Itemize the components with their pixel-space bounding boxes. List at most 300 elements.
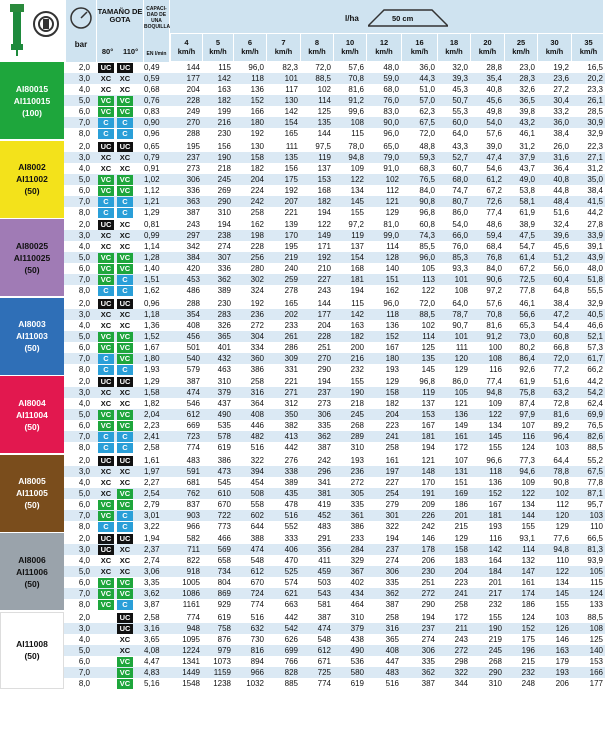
drop-size-80: XC [100,320,112,330]
lha-cell: 312 [284,399,298,408]
lha-cell: 110 [590,521,603,531]
lha-cell: 178 [421,545,435,554]
lha-cell: 68,3 [419,163,435,173]
pressure-cell: 5,0 [78,567,90,576]
lha-cell: 114 [318,96,331,105]
lha-cell: 437 [217,399,231,408]
lha-cell: 102 [555,488,569,498]
lha-cell: 77,8 [587,477,603,487]
lha-cell: 384 [186,253,200,262]
pressure-cell: 4,0 [78,85,90,94]
nozzle-group [0,533,605,610]
lha-cell: 215 [454,521,468,531]
lha-cell: 453 [186,275,200,284]
lha-cell: 194 [421,612,435,622]
lha-cell: 94,8 [553,545,569,554]
lha-cell: 80,2 [519,342,535,352]
lha-cell: 202 [284,309,298,319]
capacity-cell: 3,65 [144,634,160,644]
drop-size-80: XC [100,567,112,576]
lha-cell: 156 [217,141,231,151]
table-row [64,431,605,442]
table-row [64,577,605,588]
speed-value: 16 [415,38,424,47]
lha-cell: 816 [250,645,264,655]
nozzle-label [0,141,64,218]
lha-cell: 77,2 [553,364,569,374]
nozzle-label [0,455,64,532]
lha-cell: 207 [284,196,298,206]
lha-cell: 60,7 [452,163,468,173]
lha-cell: 119 [422,388,435,397]
lha-cell: 438 [350,634,364,644]
pressure-cell: 4,0 [78,242,90,251]
lha-cell: 249 [186,107,200,116]
drop-size-110: C [117,432,133,442]
speed-unit: km/h [177,47,196,56]
lha-cell: 387 [186,377,200,386]
lha-cell: 54,6 [486,163,502,173]
lha-cell: 90,8 [553,477,569,487]
lha-cell: 137 [317,163,331,173]
lha-cell: 122 [317,220,331,229]
lha-cell: 60,8 [553,331,569,341]
lha-cell: 190 [488,623,502,633]
lha-cell: 75,8 [519,388,535,397]
nozzle-label [0,376,64,453]
lha-cell: 310 [217,377,231,386]
table-row [64,521,605,532]
lha-cell: 306 [421,645,435,655]
lha-cell: 774 [250,600,264,609]
lha-cell: 186 [454,499,468,509]
pressure-cell: 6,0 [78,578,90,587]
pressure-cell: 6,0 [78,499,90,509]
lha-cell: 670 [217,499,231,509]
drop-size-110: C [117,511,133,521]
capacity-cell: 1,52 [144,331,160,341]
lha-cell: 115 [218,63,231,72]
pressure-cell: 2,0 [78,63,90,72]
lha-cell: 1449 [182,667,200,677]
lha-cell: 215 [521,656,535,666]
lha-cell: 408 [186,320,200,330]
table-row [64,274,605,285]
drop-size-110: C [117,365,133,375]
lha-cell: 70,8 [348,74,364,83]
lha-cell: 454 [250,477,264,487]
lha-cell: 284 [350,545,364,554]
nozzle-label-line: AI80015 [15,83,49,94]
lha-cell: 167 [421,421,435,430]
lha-cell: 77,6 [553,534,569,543]
lha-cell: 516 [250,612,264,622]
lha-cell: 296 [317,466,331,476]
drop-size-80: XC [100,488,112,498]
drop-size-110: C [117,522,133,532]
pressure-cell: 5,0 [78,488,90,498]
lha-cell: 134 [488,421,502,430]
lha-cell: 245 [488,645,502,655]
lha-cell: 90,7 [452,320,468,330]
lha-cell: 168 [317,185,331,195]
lha-cell: 137 [421,399,435,408]
table-row [64,420,605,431]
lha-cell: 76,5 [587,421,603,430]
drop-size-110: VC [117,343,133,353]
nozzle-label-line: AI11008 [16,639,48,649]
lha-cell: 310 [217,207,231,217]
lha-cell: 204 [317,320,331,330]
lha-cell: 261 [284,331,298,341]
pressure-cell: 3,0 [78,388,90,397]
lha-cell: 57,0 [419,96,435,105]
table-row [64,230,605,241]
nozzle-label-line: (50) [24,264,40,275]
drop-size-110: UC [117,63,133,73]
nozzle-group [0,376,605,453]
lha-cell: 361 [350,510,364,520]
lha-cell: 118 [489,466,502,476]
lha-cell: 280 [250,264,264,273]
lha-cell: 72,0 [553,353,569,363]
lha-cell: 68,0 [383,85,399,94]
lha-cell: 394 [250,466,264,476]
lha-cell: 55,2 [587,455,603,465]
table-row [64,185,605,196]
lha-cell: 145 [555,589,569,598]
lha-cell: 93,3 [452,264,468,273]
lha-cell: 216 [350,353,364,363]
lha-cell: 245 [217,174,231,184]
lha-cell: 193 [385,364,399,374]
lha-cell: 362 [421,667,435,677]
lha-cell: 116 [522,432,535,441]
lha-cell: 61,4 [519,253,535,262]
lha-cell: 470 [284,556,298,565]
drop-size-80: UC [98,534,114,544]
speed-unit: km/h [579,47,598,56]
lha-cell: 201 [454,510,468,520]
drop-size-80: VC [98,600,114,610]
lha-cell: 94,6 [519,466,535,476]
lha-cell: 167 [488,499,502,509]
lha-cell: 83,0 [383,107,399,116]
pressure-cell: 3,0 [78,466,90,476]
lha-cell: 55,5 [587,286,603,295]
lha-cell: 309 [284,353,298,363]
nozzle-group [0,62,605,139]
capacity-cell: 0,79 [144,152,160,162]
lha-cell: 81,6 [486,320,502,330]
speed-header-18 [437,34,470,61]
lha-cell: 181 [421,432,435,441]
lha-cell: 279 [385,499,399,509]
lha-cell: 81,3 [587,545,603,554]
table-row [64,599,605,610]
lha-cell: 569 [217,545,231,554]
lha-cell: 26,0 [553,141,569,151]
lha-cell: 681 [186,477,200,487]
table-row [64,364,605,375]
capacity-cell: 0,96 [144,129,160,138]
lha-cell: 211 [455,623,468,633]
lha-cell: 316 [250,388,264,397]
lha-cell: 432 [217,353,231,363]
lha-cell: 144 [317,129,331,138]
lha-cell: 33,9 [587,231,603,240]
lha-cell: 331 [284,364,298,374]
lha-cell: 663 [284,600,298,609]
lha-cell: 612 [317,645,331,655]
lha-cell: 193 [488,521,502,531]
lha-cell: 48,0 [383,63,399,72]
lha-cell: 766 [284,656,298,666]
bar-label: bar [74,40,88,49]
lha-cell: 245 [350,410,364,419]
lha-cell: 367 [350,567,364,576]
lha-cell: 155 [555,600,569,609]
lha-cell: 413 [284,432,298,441]
capacity-unit: EN l/min [146,51,167,57]
lha-cell: 45,6 [553,242,569,251]
lha-cell: 1095 [182,634,200,644]
lha-cell: 237 [317,388,331,397]
capacity-cell: 1,21 [144,196,160,206]
lha-cell: 64,8 [553,286,569,295]
drop-size-110: XC [119,556,131,565]
lha-cell: 619 [350,678,364,688]
drop-size-110: UC [117,624,133,634]
capacity-cell: 1,40 [144,264,160,273]
lha-cell: 20,2 [587,74,603,83]
drop-size-110: XC [119,634,131,644]
lha-cell: 153 [317,174,331,184]
lha-cell: 122 [350,174,364,184]
lha-cell: 57,3 [587,342,603,352]
lha-cell: 619 [217,443,231,452]
lha-cell: 135 [284,152,298,162]
pressure-cell: 7,0 [78,432,90,441]
drop-size-80: VC [98,332,114,342]
lha-cell: 130 [250,141,264,151]
speed-header-6 [233,34,266,61]
lha-cell: 122 [421,286,435,295]
lha-cell: 362 [317,432,331,441]
lha-cell: 102 [421,320,435,330]
lha-cell: 302 [250,275,264,284]
lha-cell: 483 [186,455,200,465]
lha-cell: 108 [350,118,364,127]
lha-cell: 69,9 [587,410,603,419]
lha-cell: 223 [454,578,468,587]
drop-size-110: C [117,197,133,207]
lha-cell: 23,6 [553,74,569,83]
lha-cell: 232 [488,600,502,609]
lha-cell: 56,6 [519,309,535,319]
lha-cell: 140 [589,645,603,655]
pressure-cell: 7,0 [78,275,90,284]
lha-cell: 192 [284,185,298,195]
lha-cell: 63,2 [553,388,569,397]
drop-size-110: VC [117,489,133,499]
lha-cell: 96,0 [383,298,399,308]
lha-cell: 290 [317,364,331,374]
drop-size-header [97,0,143,62]
capacity-cell: 1,36 [144,320,160,330]
nozzle-label-line: AI11005 [16,488,48,498]
lha-cell: 190 [217,152,231,162]
nozzle-group [0,219,605,296]
capacity-cell: 2,74 [144,556,160,565]
lha-cell: 360 [250,353,264,363]
lha-cell: 804 [217,578,231,587]
lha-cell: 546 [186,399,200,408]
lha-cell: 36,0 [419,63,435,72]
lha-cell: 194 [350,286,364,295]
drop-size-80: XC [100,466,112,476]
drop-size-110: C [117,600,133,610]
lha-cell: 67,2 [519,264,535,273]
lha-cell: 386 [350,521,364,531]
lha-cell: 447 [385,656,399,666]
lha-cell: 165 [284,129,298,138]
lha-cell: 408 [385,645,399,655]
drop-size-80: VC [98,264,114,274]
nozzle-label [0,62,64,139]
lha-cell: 762 [186,488,200,498]
lha-cell: 233 [284,320,298,330]
nozzle-label-line: AI8002 [18,162,46,172]
drop-size-110: VC [117,500,133,510]
capacity-cell: 2,58 [144,443,160,452]
capacity-cell: 0,59 [144,74,160,83]
pressure-cell: 3,0 [78,152,90,162]
lha-cell: 548 [317,634,331,644]
lha-cell: 581 [317,600,331,609]
lha-cell: 48,8 [419,141,435,151]
lha-cell: 125 [317,107,331,116]
lha-cell: 389 [217,286,231,295]
lha-cell: 81,0 [383,220,399,229]
capacity-cell: 3,22 [144,521,160,531]
lha-cell: 144 [186,63,200,72]
nozzle-label [0,533,64,610]
capacity-cell: 2,23 [144,421,160,430]
lha-cell: 66,0 [452,231,468,240]
pressure-cell: 6,0 [78,185,90,195]
lha-cell: 36,5 [519,96,535,105]
pressure-cell: 7,0 [78,667,90,677]
lha-cell: 379 [217,388,231,397]
lha-cell: 221 [284,207,298,217]
lha-cell: 44,2 [587,377,603,386]
lha-cell: 154 [284,118,298,127]
lha-cell: 135 [421,353,435,363]
lha-cell: 192 [317,253,331,262]
pressure-cell: 6,0 [78,421,90,430]
lha-cell: 107 [454,455,468,465]
lha-cell: 30,4 [553,96,569,105]
lha-cell: 54,0 [486,118,502,127]
capacity-cell: 0,68 [144,85,160,94]
lha-cell: 54,7 [519,242,535,251]
capacity-cell: 3,16 [144,623,160,633]
drop-size-80: C [98,129,114,139]
capacity-cell: 0,49 [144,63,160,72]
lha-cell: 145 [421,364,435,374]
lha-cell: 242 [250,196,264,206]
lha-cell: 108 [454,286,468,295]
drop-size-80: VC [98,410,114,420]
capacity-cell: 1,82 [144,399,160,408]
table-row [64,62,605,73]
lha-cell: 929 [217,600,231,609]
lha-cell: 542 [284,623,298,633]
lha-cell: 204 [454,567,468,576]
capacity-cell: 2,27 [144,477,160,487]
speed-unit: km/h [274,47,293,56]
lha-cell: 259 [284,275,298,284]
capacity-cell: 0,91 [144,163,160,173]
lha-cell: 59,4 [486,231,502,240]
lha-cell: 149 [454,421,468,430]
table-row [64,510,605,521]
lha-cell: 44,2 [587,207,603,217]
lha-cell: 402 [350,578,364,587]
drop-size-110: VC [117,253,133,263]
lha-cell: 316 [385,623,399,633]
table-row [64,477,605,488]
table-row [64,285,605,296]
drop-size-80: VC [98,343,114,353]
pressure-cell: 7,0 [78,589,90,598]
lha-cell: 144 [317,298,331,308]
lha-cell: 103 [589,510,603,520]
nozzle-label-line: AI8006 [18,554,46,565]
pressure-cell: 2,0 [78,298,90,308]
lha-cell: 47,2 [553,309,569,319]
lha-cell: 22,3 [587,141,603,151]
lha-cell: 60,8 [419,220,435,229]
lha-cell: 77,4 [486,377,502,386]
lha-cell: 74,7 [452,185,468,195]
drop-size-80 [98,635,114,645]
lha-cell: 154 [350,253,364,262]
lha-cell: 48,4 [553,196,569,206]
lha-cell: 483 [317,521,331,531]
lha-cell: 1224 [182,645,200,655]
lha-cell: 272 [421,589,435,598]
lha-cell: 503 [317,578,331,587]
table-row [64,656,605,667]
lha-cell: 232 [350,364,364,374]
table-row [64,309,605,320]
lha-cell: 97,9 [519,410,535,419]
lha-cell: 32,6 [519,85,535,94]
capacity-cell: 3,01 [144,510,160,520]
pressure-cell: 2,0 [78,141,90,151]
drop-size-110: UC [117,613,133,623]
lha-cell: 144 [521,510,535,520]
drop-size-110: XC [119,242,131,251]
capacity-cell: 1,80 [144,353,160,363]
table-row [64,263,605,274]
table-row [64,409,605,420]
lha-cell: 341 [317,477,331,487]
nozzle-label-line: (50) [24,651,40,661]
lha-cell: 140 [385,264,399,273]
